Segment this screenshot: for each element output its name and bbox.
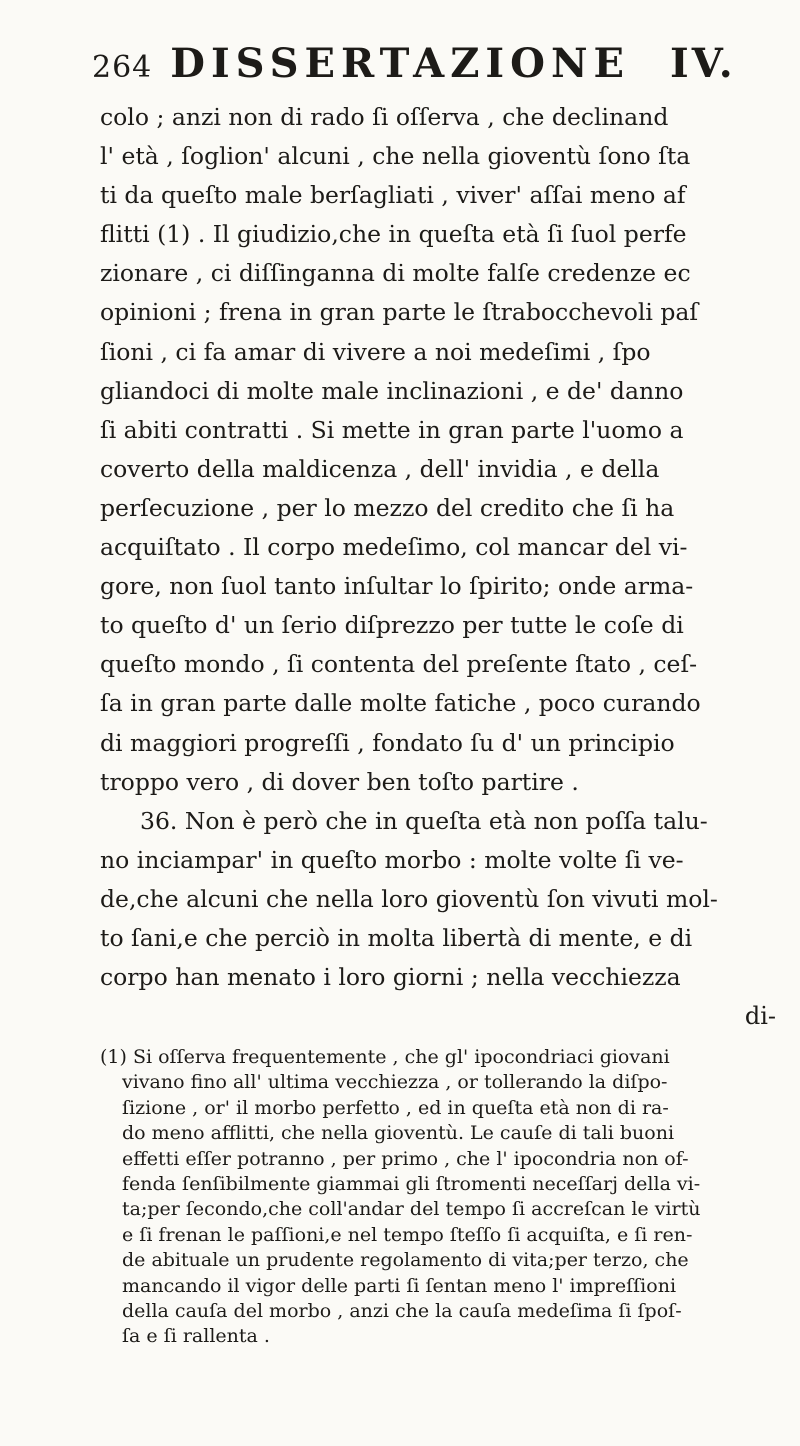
running-header bbox=[92, 40, 792, 92]
footnote-line: (1) Si oſſerva frequentemente , che gl' ipocondriaci giovani bbox=[100, 1046, 670, 1068]
text-line: gore, non ſuol tanto inſultar lo ſpirito; onde arma- bbox=[100, 572, 694, 601]
text-line: flitti (1) . Il giudizio,che in queſta età ſi ſuol perfe bbox=[100, 220, 687, 249]
text-line: ti da queſto male berſagliati , viver' aſſai meno af bbox=[100, 181, 686, 210]
main-text bbox=[100, 98, 800, 1036]
text-line: ſi abiti contratti . Si mette in gran parte l'uomo a bbox=[100, 415, 684, 444]
page-number: 264 bbox=[92, 50, 153, 85]
text-line: to queſto d' un ſerio diſprezzo per tutte le coſe di bbox=[100, 611, 684, 640]
text-line: perſecuzione , per lo mezzo del credito che ſi ha bbox=[100, 493, 675, 522]
text-line: coverto della maldicenza , dell' invidia , e della bbox=[100, 454, 660, 483]
text-line: zionare , ci diſſinganna di molte falſe credenze ec bbox=[100, 259, 691, 288]
catchword-row bbox=[100, 997, 800, 1036]
text-line: troppo vero , di dover ben toſto partire . bbox=[100, 767, 579, 796]
footnote-line: ta;per ſecondo,che coll'andar del tempo ſi accreſcan le virtù bbox=[122, 1198, 701, 1221]
footnote-line: effetti eſſer potranno , per primo , che l' ipocondria non of- bbox=[122, 1147, 689, 1170]
text-line: de,che alcuni che nella loro gioventù ſon vivuti mol- bbox=[100, 884, 718, 913]
text-line: to ſani,e che perciò in molta libertà di mente, e di bbox=[100, 923, 693, 952]
text-line: no inciampar' in queſto morbo : molte volte ſi ve- bbox=[100, 845, 684, 874]
text-line: queſto mondo , ſi contenta del preſente ſtato , ceſ- bbox=[100, 650, 698, 679]
text-line: gliandoci di molte male inclinazioni , e de' danno bbox=[100, 376, 684, 405]
footnote-line: vivano fino all' ultima vecchiezza , or tollerando la diſpo- bbox=[122, 1071, 668, 1094]
footnote-line: ſizione , or' il morbo perfetto , ed in queſta età non di ra- bbox=[122, 1096, 669, 1119]
footnote-line: ſa e ſi rallenta . bbox=[122, 1325, 270, 1348]
text-line: ſioni , ci fa amar di vivere a noi medeſimi , ſpo bbox=[100, 337, 651, 366]
text-line: di maggiori progreſſi , fondato ſu d' un principio bbox=[100, 728, 675, 757]
text-line: l' età , ſoglion' alcuni , che nella gioventù ſono ſta bbox=[100, 142, 691, 171]
footnote-line: e ſi frenan le paſſioni,e nel tempo ſteſſo ſi acquiſta, e ſi ren- bbox=[122, 1223, 693, 1246]
text-line: colo ; anzi non di rado ſi oſſerva , che declinand bbox=[100, 103, 669, 131]
footnote-line: de abituale un prudente regolamento di vita;per terzo, che bbox=[122, 1249, 689, 1272]
footnote-line: fenda ſenſibilmente giammai gli ſtromenti neceſſarj della vi- bbox=[122, 1172, 701, 1195]
text-line: ſa in gran parte dalle molte fatiche , poco curando bbox=[100, 689, 701, 718]
footnote-line: della cauſa del morbo , anzi che la cauſa medeſima ſi ſpoſ- bbox=[122, 1299, 682, 1322]
catchword: di- bbox=[744, 1002, 776, 1031]
text-line: corpo han menato i loro giorni ; nella vecchiezza bbox=[100, 963, 681, 992]
footnote bbox=[100, 1045, 800, 1350]
text-line: acquiſtato . Il corpo medeſimo, col mancar del vi- bbox=[100, 533, 688, 562]
footnote-line: do meno afflitti, che nella gioventù. Le cauſe di tali buoni bbox=[122, 1122, 675, 1145]
chapter-number: IV. bbox=[670, 40, 736, 87]
running-title: DISSERTAZIONE bbox=[170, 40, 631, 87]
text-line: opinioni ; frena in gran parte le ſtrabocchevoli paſ bbox=[100, 298, 699, 327]
footnote-line: mancando il vigor delle parti ſi ſentan meno l' impreſſioni bbox=[122, 1274, 677, 1297]
paragraph-start-line: 36. Non è però che in queſta età non poſſa talu- bbox=[140, 806, 708, 835]
